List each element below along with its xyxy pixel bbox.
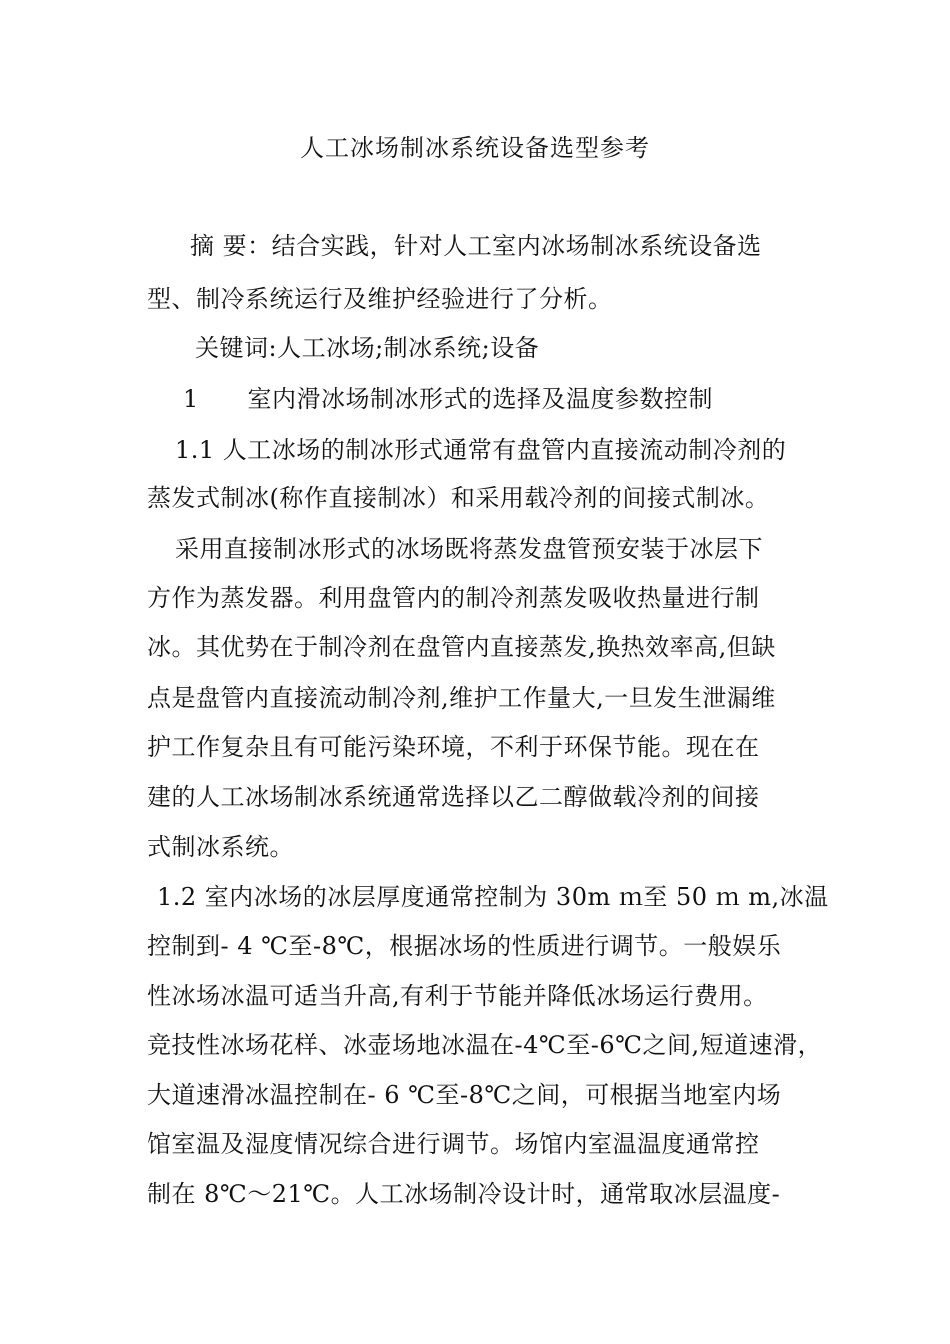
paragraph-line: 馆室温及湿度情况综合进行调节。场馆内室温温度通常控: [147, 1130, 760, 1158]
section-heading-1: 1 室内滑冰场制冰形式的选择及温度参数控制: [183, 385, 714, 413]
paragraph-line: 采用直接制冰形式的冰场既将蒸发盘管预安装于冰层下: [175, 535, 763, 563]
paragraph-line: 式制冰系统。: [147, 833, 294, 861]
paragraph-line: 蒸发式制冰(称作直接制冰）和采用载冷剂的间接式制冰。: [147, 484, 770, 512]
paragraph-line: 方作为蒸发器。利用盘管内的制冷剂蒸发吸收热量进行制: [147, 584, 760, 612]
paragraph-line: 1.1 人工冰场的制冰形式通常有盘管内直接流动制冷剂的: [175, 436, 787, 464]
paragraph-line: 制在 8℃～21℃。人工冰场制冷设计时，通常取冰层温度-: [147, 1180, 781, 1208]
abstract-line-1: 摘 要：结合实践，针对人工室内冰场制冰系统设备选: [190, 232, 762, 260]
paragraph-line: 冰。其优势在于制冷剂在盘管内直接蒸发,换热效率高,但缺: [147, 633, 776, 661]
paragraph-line: 建的人工冰场制冰系统通常选择以乙二醇做载冷剂的间接: [147, 783, 760, 811]
paragraph-line: 点是盘管内直接流动制冷剂,维护工作量大,一旦发生泄漏维: [147, 684, 776, 712]
document-title: 人工冰场制冰系统设备选型参考: [300, 134, 650, 162]
paragraph-line: 竞技性冰场花样、冰壶场地冰温在-4℃至-6℃之间,短道速滑，: [147, 1031, 823, 1059]
paragraph-line: 1.2 室内冰场的冰层厚度通常控制为 30m ｍ至 50 ｍ m,冰温: [157, 883, 829, 911]
abstract-line-2: 型、制冷系统运行及维护经验进行了分析。: [147, 285, 613, 313]
keywords-line: 关键词:人工冰场;制冰系统;设备: [195, 334, 540, 362]
paragraph-line: 性冰场冰温可适当升高,有利于节能并降低冰场运行费用。: [147, 982, 768, 1010]
paragraph-line: 护工作复杂且有可能污染环境，不利于环保节能。现在在: [147, 733, 760, 761]
paragraph-line: 大道速滑冰温控制在- 6 ℃至-8℃之间，可根据当地室内场: [147, 1081, 782, 1109]
paragraph-line: 控制到- 4 ℃至-8℃，根据冰场的性质进行调节。一般娱乐: [147, 932, 782, 960]
